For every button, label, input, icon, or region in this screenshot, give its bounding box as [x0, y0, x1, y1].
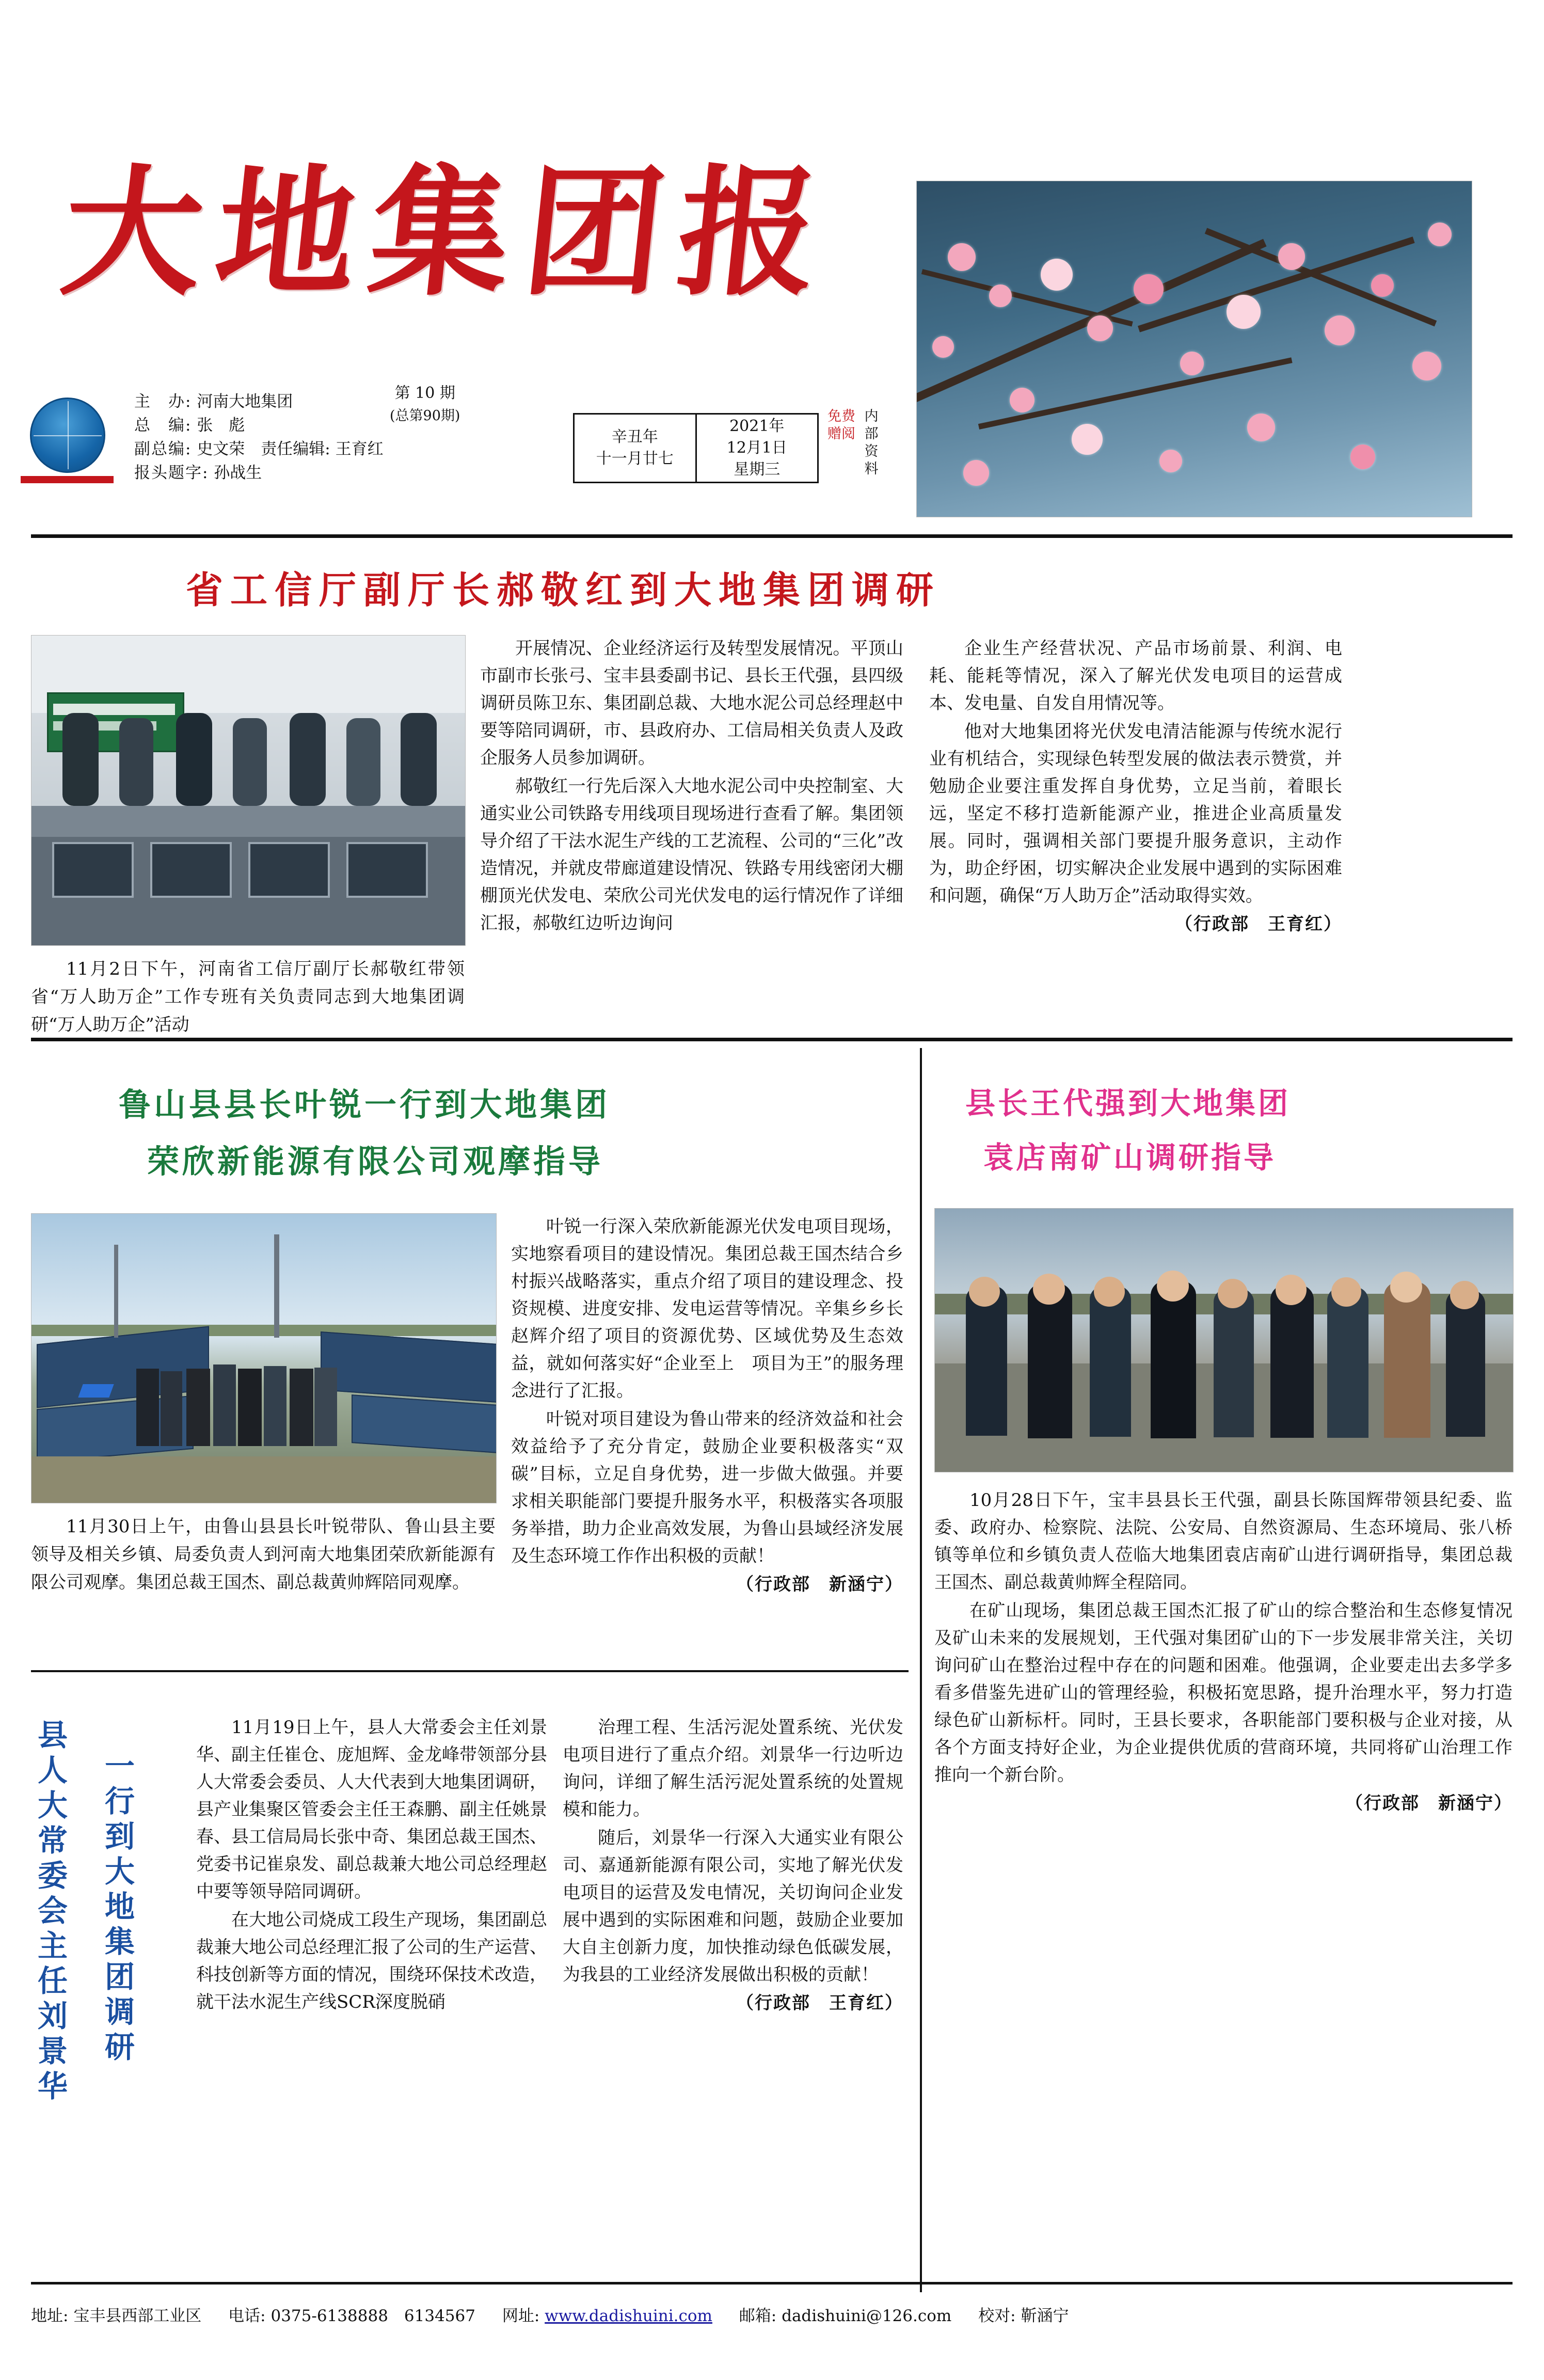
issue-number-line2: (总第90期)	[390, 408, 460, 424]
article1-column-3	[929, 635, 1342, 939]
article4-col2-para-0: 治理工程、生活污泥处置系统、光伏发电项目进行了重点介绍。刘景华一行边听边询问，详细了解生活污泥处置系统的处置规模和能力。	[563, 1717, 903, 1820]
globe-logo-icon	[21, 392, 114, 485]
article3-para-1: 在矿山现场，集团总裁王国杰汇报了矿山的综合整治和生态修复情况及矿山未来的发展规划，王代强对集团矿山的下一步发展非常关注，关切询问矿山在整治过程中存在的问题和困难。他强调，企业要走出去多学多看多借鉴先进矿山的管理经验，积极拓宽思路，提升治理水平，努力打造绿色矿山新标杆。同时，王县长要求，各职能部门要积极与企业对接，从各个方面支持好企业，为企业提供优质的营商环境，共同将矿山治理工作推向一个新台阶。	[934, 1600, 1513, 1785]
article4-headline-vertical-1: 县人大常委会主任刘景华	[33, 1719, 68, 2105]
footer-website-label: 网址:	[502, 2307, 540, 2325]
article2-col2-para-1: 叶锐对项目建设为鲁山带来的经济效益和社会效益给予了充分肯定，鼓励企业要积极落实“双碳”目标，立足自身优势，进一步做大做强。并要求相关职能部门要提升服务水平，积极落实各项服务举措，助力企业高效发展，为鲁山县域经济发展及生态环境工作作出积极的贡献！	[511, 1409, 903, 1566]
article1-col2-para-1: 郝敬红一行先后深入大地水泥公司中央控制室、大通实业公司铁路专用线项目现场进行查看了解。集团领导介绍了干法水泥生产线的工艺流程、公司的“三化”改造情况，并就皮带廊道建设情况、铁路专用线密闭大棚棚顶光伏发电、荣欣公司光伏发电的运行情况作了详细汇报，郝敬红边听边询问	[480, 776, 903, 933]
article2-byline: （行政部 新涵宁）	[736, 1574, 903, 1595]
imprint-label-3: 报头题字:	[134, 464, 209, 482]
imprint-value-3: 孙战生	[214, 464, 262, 482]
date-day: 12月1日	[726, 439, 787, 457]
article1-col2-para-0: 开展情况、企业经济运行及转型发展情况。平顶山市副市长张弓、宝丰县委副书记、县长王代强，县四级调研员陈卫东、集团副总裁、大地水泥公司总经理赵中要等陪同调研，市、县政府办、工信局相关负责人及政企服务人员参加调研。	[480, 638, 903, 768]
article1-col3-para-0: 企业生产经营状况、产品市场前景、利润、电耗、能耗等情况，深入了解光伏发电项目的运营成本、发电量、自发自用情况等。	[929, 638, 1342, 713]
article4-col1-para-0: 11月19日上午，县人大常委会主任刘景华、副主任崔仓、庞旭辉、金龙峰带领部分县人大常委会委员、人大代表到大地集团调研，县产业集聚区管委会主任王森鹏、副主任姚景春、县工信局局长张中奇、集团总裁王国杰、党委书记崔泉发、副总裁兼大地公司总经理赵中要等领导陪同调研。	[196, 1717, 547, 1902]
article1-photo	[31, 635, 466, 946]
date-weekday: 星期三	[734, 461, 781, 479]
article1-rule	[31, 1038, 1513, 1041]
imprint-value-0: 河南大地集团	[197, 392, 293, 411]
article1-byline: （行政部 王育红）	[1175, 914, 1342, 934]
imprint-value-1: 张 彪	[197, 416, 245, 435]
article2-col2-para-0: 叶锐一行深入荣欣新能源光伏发电项目现场，实地察看项目的建设情况。集团总裁王国杰结合乡村振兴战略落实，重点介绍了项目的建设理念、投资规模、进度安排、发电运营等情况。辛集乡乡长赵辉介绍了项目的资源优势、区域优势及生态效益，就如何落实好“企业至上 项目为王”的服务理念进行了汇报。	[511, 1216, 903, 1401]
footer-phone-label: 电话:	[228, 2307, 266, 2325]
article3-headline-line2: 袁店南矿山调研指导	[983, 1140, 1277, 1175]
article1-headline: 省工信厅副厅长郝敬红到大地集团调研	[186, 568, 941, 612]
lunar-date-line1: 辛丑年	[611, 428, 658, 446]
article3-photo	[934, 1208, 1514, 1472]
article3-para-0: 10月28日下午，宝丰县县长王代强，副县长陈国辉带领县纪委、监委、政府办、检察院、法院、公安局、自然资源局、生态环境局、张八桥镇等单位和乡镇负责人莅临大地集团袁店南矿山进行调研指导，集团总裁王国杰、副总裁黄帅辉全程陪同。	[934, 1490, 1513, 1593]
footer-address-label: 地址:	[31, 2307, 69, 2325]
article1-column-2	[480, 635, 903, 938]
article4-headline-vertical-2: 一行到大地集团调研	[100, 1750, 135, 2066]
date-year: 2021年	[729, 417, 785, 435]
article3-column	[934, 1487, 1513, 1818]
article4-column-2	[563, 1714, 903, 2018]
article2-photo	[31, 1213, 497, 1503]
footer-phone: 0375-6138888 6134567	[270, 2307, 475, 2325]
article2-column-2	[511, 1213, 903, 1599]
gregorian-date	[697, 415, 818, 482]
article4-col1-para-1: 在大地公司烧成工段生产现场，集团副总裁兼大地公司总经理汇报了公司的生产运营、科技创新等方面的情况，围绕环保技术改造，就干法水泥生产线SCR深度脱硝	[196, 1910, 547, 2012]
footer-email-label: 邮箱:	[739, 2307, 777, 2325]
article2-photo-caption: 11月30日上午，由鲁山县县长叶锐带队、鲁山县主要领导及相关乡镇、局委负责人到河南大地集团荣欣新能源有限公司观摩。集团总裁王国杰、副总裁黄帅辉陪同观摩。	[31, 1516, 496, 1593]
masthead	[0, 0, 1544, 537]
footer	[31, 2303, 1518, 2326]
imprint-label-0: 主 办:	[134, 392, 192, 411]
issue-number	[390, 382, 460, 427]
imprint-value-2: 史文荣 责任编辑: 王育红	[197, 440, 384, 458]
footer-website-link[interactable]: www.dadishuini.com	[545, 2307, 712, 2325]
masthead-rule	[31, 534, 1513, 538]
lunar-date-line2: 十一月廿七	[596, 450, 674, 468]
column-divider-vertical	[920, 1048, 922, 2292]
article1-photo-caption: 11月2日下午，河南省工信厅副厅长郝敬红带领省“万人助万企”工作专班有关负责同志到大地集团调研“万人助万企”活动	[31, 959, 465, 1035]
footer-proofreader-label: 校对:	[978, 2307, 1016, 2325]
article3-byline: （行政部 新涵宁）	[1345, 1793, 1513, 1814]
date-box	[573, 413, 819, 483]
lunar-date	[575, 415, 695, 482]
article4-byline: （行政部 王育红）	[736, 1993, 903, 2013]
free-subscription-label: 免费赠阅	[827, 408, 855, 442]
imprint-block	[134, 390, 384, 485]
article2-rule	[31, 1670, 909, 1672]
imprint-label-2: 副总编:	[134, 440, 192, 458]
footer-proofreader: 靳涵宁	[1021, 2307, 1069, 2325]
article2-headline-line1: 鲁山县县长叶锐一行到大地集团	[119, 1086, 611, 1123]
newspaper-title: 大地集团报	[54, 150, 841, 314]
imprint-label-1: 总 编:	[134, 416, 192, 435]
article4-column-1	[196, 1714, 547, 2017]
footer-email: dadishuini@126.com	[782, 2307, 952, 2325]
article1-col3-para-1: 他对大地集团将光伏发电清洁能源与传统水泥行业有机结合，实现绿色转型发展的做法表示赞赏，并勉励企业要注重发挥自身优势，立足当前，着眼长远，坚定不移打造新能源产业，推进企业高质量发展。同时，强调相关部门要提升服务意识，主动作为，助企纾困，切实解决企业发展中遇到的实际困难和问题，确保“万人助万企”活动取得实效。	[929, 721, 1342, 906]
article4-col2-para-1: 随后，刘景华一行深入大通实业有限公司、嘉通新能源有限公司，实地了解光伏发电项目的运营及发电情况，关切询问企业发展中遇到的实际困难和问题，鼓励企业要加大自主创新力度，加快推动绿色低碳发展，为我县的工业经济发展做出积极的贡献！	[563, 1828, 903, 1985]
article2-headline-line2: 荣欣新能源有限公司观摩指导	[147, 1143, 604, 1180]
plum-blossom-photo	[916, 181, 1472, 517]
internal-material-label: 内部资料	[864, 408, 879, 477]
footer-address: 宝丰县西部工业区	[73, 2307, 202, 2325]
article3-headline-line1: 县长王代强到大地集团	[965, 1086, 1291, 1121]
footer-rule	[31, 2282, 1513, 2284]
issue-number-line1: 第 10 期	[394, 384, 455, 402]
